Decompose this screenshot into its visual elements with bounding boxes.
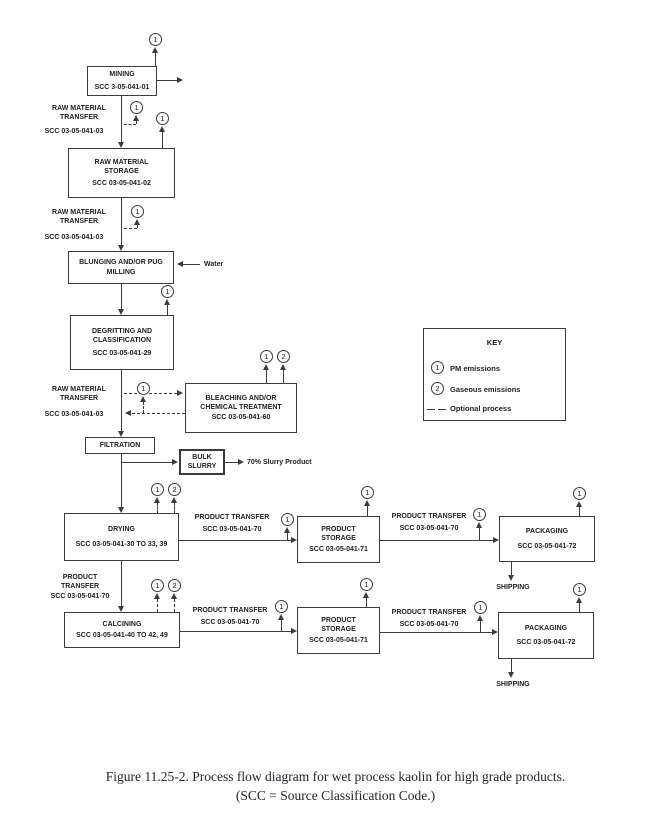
- gaseous-emission-marker: 2: [168, 579, 181, 592]
- raw-material-transfer-2-scc: SCC 03-05-041-03: [44, 234, 104, 241]
- rmt1-line1: RAW MATERIAL: [52, 105, 106, 112]
- transfer-line: [180, 631, 291, 632]
- emission-line: [480, 621, 481, 632]
- packaging-2-scc: SCC 03-05-041-72: [516, 639, 576, 646]
- bulk-slurry-label1: BULK: [192, 453, 212, 461]
- product-transfer-1-label: PRODUCT TRANSFER: [194, 514, 270, 521]
- filtration-label: FILTRATION: [99, 441, 141, 449]
- calcining-scc: SCC 03-05-041-40 TO 42, 49: [76, 632, 168, 639]
- emission-dash-line: [124, 228, 137, 229]
- figure-caption-line1: Figure 11.25-2. Process flow diagram for wet process kaolin for high grade products.: [105, 769, 566, 784]
- rmt2-line1: RAW MATERIAL: [52, 209, 106, 216]
- packaging-box-2: [498, 612, 594, 659]
- rmt3-line2: TRANSFER: [59, 395, 99, 403]
- pm-emission-marker: 1: [260, 350, 273, 363]
- transfer-line: [380, 632, 492, 633]
- drying-scc: SCC 03-05-041-30 TO 33, 39: [75, 541, 168, 548]
- calcining-label: CALCINING: [102, 620, 142, 628]
- mining-scc: SCC 3-05-041-01: [94, 83, 150, 91]
- rmt2-line2: TRANSFER: [59, 218, 99, 226]
- product-transfer-left-label: [40, 573, 120, 601]
- bulk-slurry-box: [179, 449, 225, 475]
- drying-label: DRYING: [108, 525, 135, 533]
- flow-line-drying-calcining: [121, 561, 122, 606]
- raw-material-transfer-1-scc: SCC 03-05-041-03: [44, 128, 104, 135]
- optional-dash-icon: [438, 409, 446, 410]
- product-storage-box-2: [297, 607, 380, 654]
- emission-line: [281, 620, 282, 631]
- raw-material-transfer-1-label: [36, 104, 122, 123]
- pm-emission-marker: 1: [281, 513, 294, 526]
- pm-emission-marker: 1: [573, 487, 586, 500]
- branch-line: [122, 462, 172, 463]
- ptl-line2: TRANSFER: [60, 583, 100, 591]
- pm-emission-marker: 1: [474, 601, 487, 614]
- shipping-2-label: SHIPPING: [496, 681, 530, 688]
- emission-dash-line: [174, 503, 175, 513]
- emission-line: [162, 132, 163, 148]
- product-storage-2-label2: STORAGE: [321, 625, 356, 633]
- drying-box: [64, 513, 179, 561]
- raw-material-transfer-3-label: [36, 385, 122, 404]
- packaging-1-scc: SCC 03-05-041-72: [517, 542, 577, 550]
- shipping-line: [511, 562, 512, 575]
- raw-material-storage-label1: RAW MATERIAL: [94, 158, 149, 166]
- product-transfer-4-label: PRODUCT TRANSFER: [391, 609, 467, 616]
- pm-emission-marker: 1: [149, 33, 162, 46]
- degritting-label2: CLASSIFICATION: [92, 337, 152, 345]
- product-transfer-1-scc: SCC 03-05-041-70: [202, 526, 262, 533]
- product-transfer-4-scc: SCC 03-05-041-70: [399, 621, 459, 628]
- bleaching-label2: CHEMICAL TREATMENT: [200, 403, 282, 411]
- calcining-box: [64, 612, 180, 648]
- product-transfer-2-scc: SCC 03-05-041-70: [399, 525, 459, 532]
- bulk-slurry-label2: SLURRY: [187, 463, 217, 470]
- pm-emission-marker: 1: [151, 483, 164, 496]
- emission-line: [579, 507, 580, 516]
- arrowhead-right-icon: [238, 459, 244, 465]
- figure-caption-line2: (SCC = Source Classification Code.): [235, 788, 436, 803]
- emission-dash-line: [157, 503, 158, 513]
- pm-emission-marker: 1: [130, 101, 143, 114]
- mining-side-line: [157, 80, 177, 81]
- product-storage-2-scc: SCC 03-05-041-71: [309, 637, 368, 645]
- raw-material-storage-box: [68, 148, 175, 198]
- arrowhead-right-icon: [177, 390, 183, 396]
- ptl-line1: PRODUCT: [62, 574, 98, 581]
- mining-label: MINING: [109, 71, 135, 79]
- emission-line: [283, 370, 284, 383]
- emission-dash-line: [124, 124, 136, 125]
- product-storage-1-label1: PRODUCT: [321, 525, 356, 533]
- raw-material-transfer-2-label: [36, 208, 122, 227]
- raw-material-storage-scc: SCC 03-05-041-02: [92, 180, 151, 188]
- product-transfer-3-label: PRODUCT TRANSFER: [192, 607, 268, 614]
- packaging-1-label: PACKAGING: [525, 528, 569, 536]
- arrowhead-down-icon: [508, 575, 514, 581]
- degritting-scc: SCC 03-05-041-29: [92, 349, 152, 357]
- arrowhead-down-icon: [508, 672, 514, 678]
- optional-process-return-line: [132, 413, 185, 414]
- bleaching-box: [185, 383, 297, 433]
- product-storage-2-label1: PRODUCT: [321, 616, 356, 624]
- gaseous-emission-marker: 2: [277, 350, 290, 363]
- gaseous-emission-marker: 2: [431, 382, 444, 395]
- transfer-line: [380, 540, 493, 541]
- pm-emission-marker: 1: [131, 205, 144, 218]
- product-transfer-2-label: PRODUCT TRANSFER: [391, 513, 467, 520]
- emission-dash-line: [143, 402, 144, 413]
- emission-line: [366, 598, 367, 607]
- product-storage-1-scc: SCC 03-05-041-71: [309, 546, 368, 554]
- product-transfer-3-scc: SCC 03-05-041-70: [200, 619, 260, 626]
- emission-line: [167, 305, 168, 315]
- arrowhead-right-icon: [172, 459, 178, 465]
- pm-emission-marker: 1: [431, 361, 444, 374]
- flow-line-blunging-degritting: [121, 284, 122, 309]
- packaging-box-1: [499, 516, 595, 562]
- slurry-product-label: 70% Slurry Product: [247, 459, 312, 466]
- packaging-2-label: PACKAGING: [524, 624, 568, 632]
- ptl-scc: SCC 03-05-041-70: [50, 592, 110, 600]
- raw-material-storage-label2: STORAGE: [104, 167, 139, 175]
- pm-emission-marker: 1: [360, 578, 373, 591]
- optional-dash-icon: [427, 409, 435, 410]
- product-storage-box-1: [297, 516, 380, 563]
- shipping-1-label: SHIPPING: [496, 584, 530, 591]
- mining-box: [87, 66, 157, 96]
- pm-emission-marker: 1: [151, 579, 164, 592]
- pm-emission-marker: 1: [361, 486, 374, 499]
- degritting-box: [70, 315, 174, 370]
- optional-process-line: [124, 393, 177, 394]
- blunging-box: [68, 251, 174, 284]
- emission-dash-line: [174, 599, 175, 612]
- pm-emission-marker: 1: [275, 600, 288, 613]
- emission-line: [479, 528, 480, 540]
- key-optional-label: Optional process: [450, 404, 512, 413]
- bleaching-label1: BLEACHING AND/OR: [205, 394, 277, 402]
- emission-line: [579, 603, 580, 612]
- product-storage-1-label2: STORAGE: [321, 534, 356, 542]
- degritting-label1: DEGRITTING AND: [91, 328, 153, 336]
- emission-dash-line: [136, 121, 137, 124]
- key-title: KEY: [486, 338, 503, 347]
- pm-emission-marker: 1: [161, 285, 174, 298]
- blunging-label1: BLUNGING AND/OR PUG: [79, 259, 163, 267]
- water-label: Water: [204, 261, 224, 268]
- emission-line: [266, 370, 267, 383]
- emission-line: [155, 53, 156, 66]
- filtration-box: [85, 437, 155, 454]
- emission-line: [367, 506, 368, 516]
- emission-line: [287, 533, 288, 540]
- transfer-line: [179, 540, 291, 541]
- raw-material-transfer-3-scc: SCC 03-05-041-03: [44, 411, 104, 418]
- arrowhead-left-icon: [125, 410, 131, 416]
- rmt1-line2: TRANSFER: [59, 114, 99, 122]
- emission-dash-line: [157, 599, 158, 612]
- emission-dash-line: [137, 225, 138, 228]
- blunging-label2: MILLING: [106, 268, 136, 276]
- water-line: [183, 264, 200, 265]
- bleaching-scc: SCC 03-05-041-60: [211, 414, 271, 422]
- pm-emission-marker: 1: [137, 382, 150, 395]
- key-box: [423, 328, 566, 421]
- gaseous-emission-marker: 2: [168, 483, 181, 496]
- pm-emission-marker: 1: [573, 583, 586, 596]
- slurry-out-line: [225, 462, 238, 463]
- arrowhead-right-icon: [177, 77, 183, 83]
- key-gaseous-label: Gaseous emissions: [450, 385, 521, 394]
- key-pm-label: PM emissions: [450, 364, 501, 373]
- pm-emission-marker: 1: [473, 508, 486, 521]
- shipping-line: [511, 659, 512, 672]
- rmt3-line1: RAW MATERIAL: [52, 386, 106, 393]
- pm-emission-marker: 1: [156, 112, 169, 125]
